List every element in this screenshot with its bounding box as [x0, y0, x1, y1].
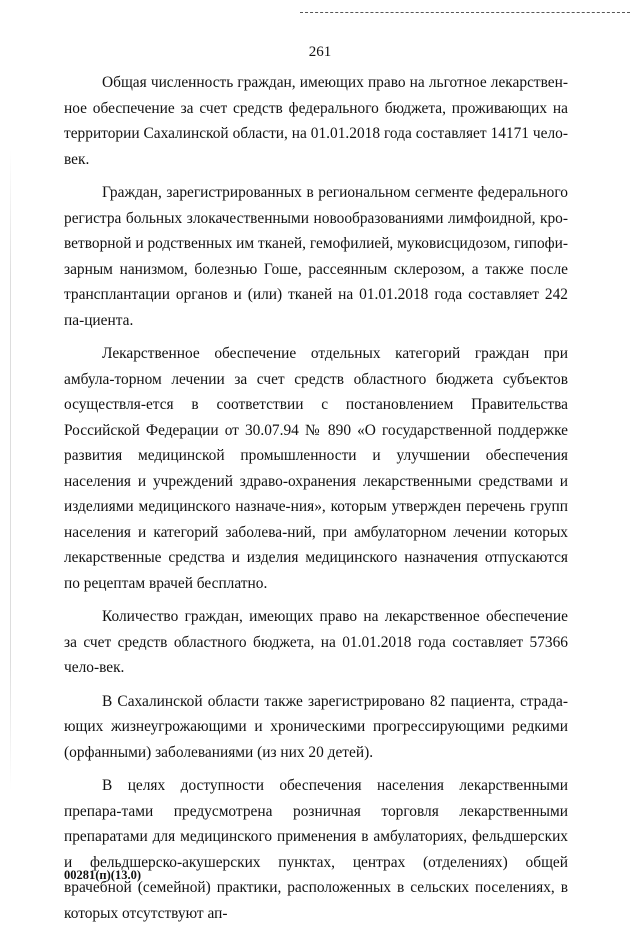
paragraph-federal-beneficiaries: Общая численность граждан, имеющих право на льготное лекарствен-ное обеспечение за счет средств федерального бюджета, проживающих на территории Сахалинской области, на 01.01.2018 года составляет 14171 чело-век. — [64, 74, 568, 168]
main-text — [64, 70, 568, 934]
document-code: 00281(п)(13.0) — [64, 868, 141, 882]
paragraph-regional-provision: Лекарственное обеспечение отдельных категорий граждан при амбула-торном лечении за счет средств областного бюджета субъектов осуществля-ется в соответствии с постановлением Правительства Российской Федерации от 30.07.94 № 890 «О государственной поддержке развития медицинской промышленности и улучшении обеспечения населения и учреждений здраво-охранения лекарственными средствами и изделиями медицинского назначе-ния», которым утвержден перечень групп населения и категорий заболева-ний, при амбулаторном лечении которых лекарственные средства и изделия медицинского назначения отпускаются по рецептам врачей бесплатно. — [64, 345, 568, 592]
paragraph-rural-pharmacy: В целях доступности обеспечения населения лекарственными препара-тами предусмотрена розничная торговля лекарственными препаратами для медицинского применения в амбулаториях, фельдшерских и фельдшерско-акушерских пунктах, центрах (отделениях) общей врачебной (семейной) практики, расположенных в сельских поселениях, в которых отсутствуют ап- — [64, 777, 568, 922]
page-number: 261 — [308, 44, 332, 60]
paragraph-federal-registry: Граждан, зарегистрированных в региональном сегменте федерального регистра больных злокачественными новообразованиями лимфоидной, кро-ветворной и родственных им тканей, гемофилией, муковисцидозом, гипофи-зарным нанизмом, болезнью Гоше, рассеянным склерозом, а также после трансплантации органов и (или) тканей на 01.01.2018 года составляет 242 па-циента. — [64, 184, 568, 329]
paragraph-orphan-diseases: В Сахалинской области также зарегистрировано 82 пациента, страда-ющих жизнеугрожающими и хроническими прогрессирующими редкими (орфанными) заболеваниями (из них 20 детей). — [64, 692, 568, 761]
paragraph-regional-count: Количество граждан, имеющих право на лекарственное обеспечение за счет средств областного бюджета, на 01.01.2018 года составляет 57366 чело-век. — [64, 608, 568, 676]
scan-edge-shadow — [10, 150, 11, 790]
scan-artifact-line — [300, 12, 630, 13]
